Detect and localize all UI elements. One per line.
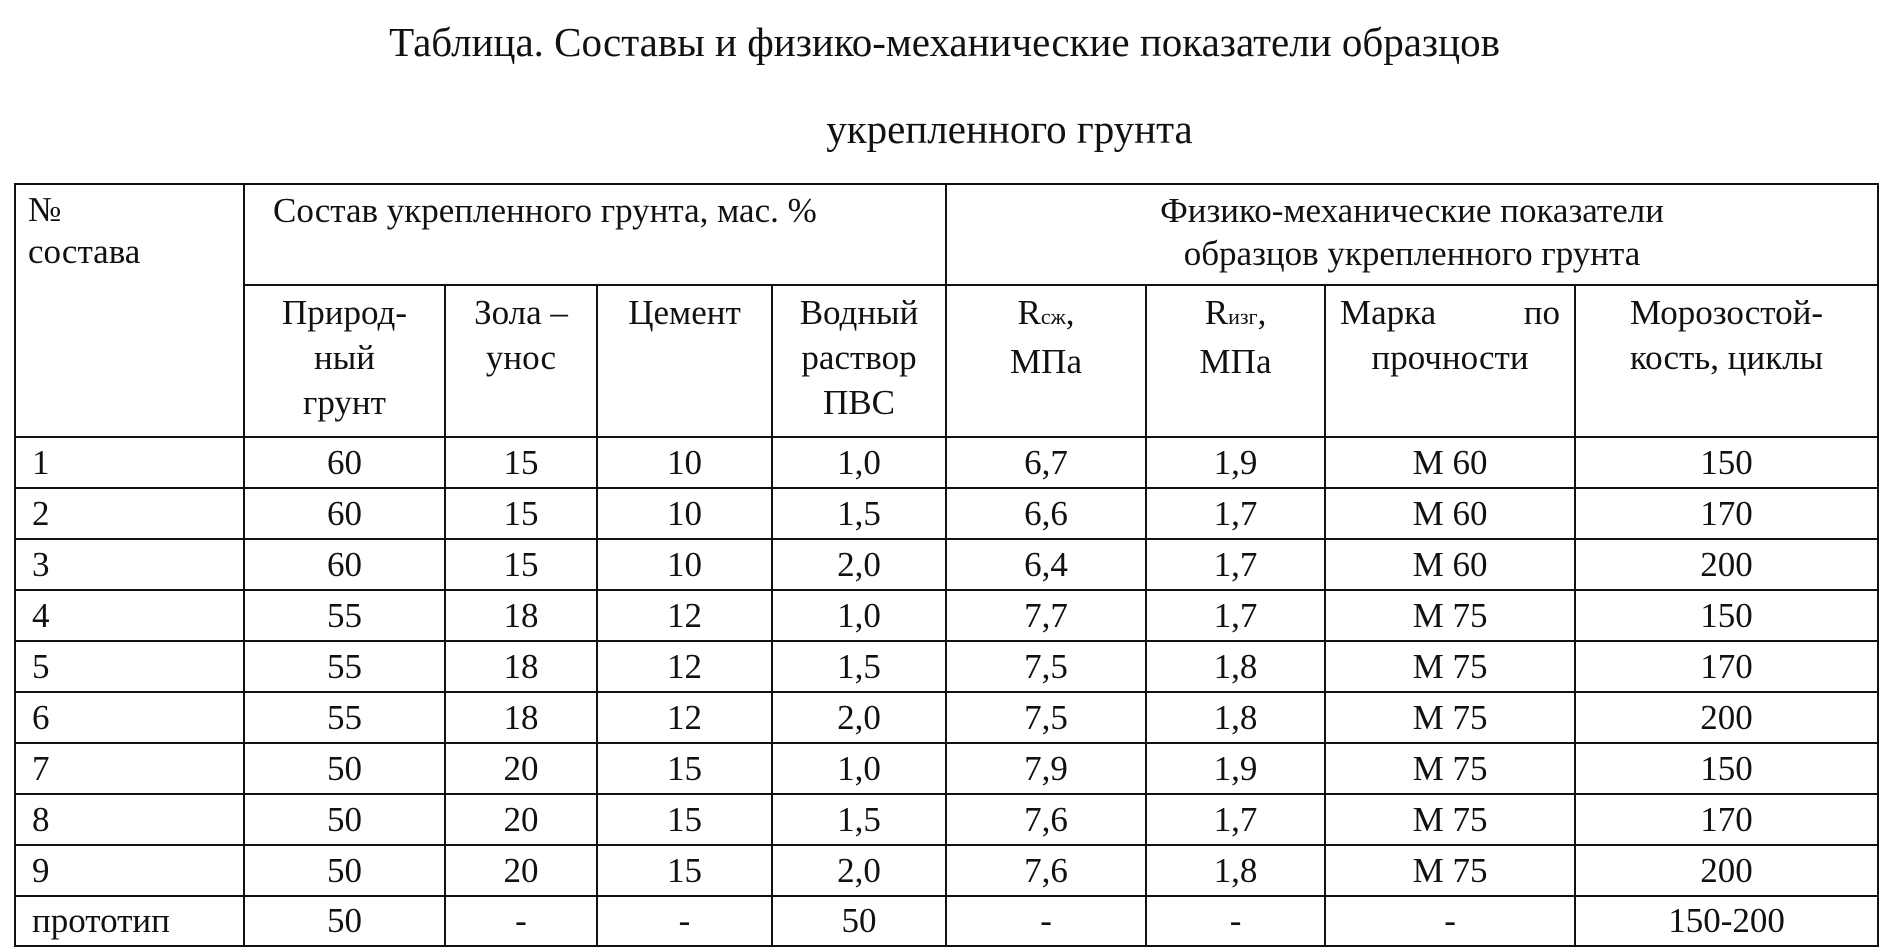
cell-frost: 200 (1575, 692, 1878, 743)
cell-rcomp: 7,6 (946, 845, 1146, 896)
header-composition-number (15, 184, 244, 437)
cell-pva: 2,0 (772, 692, 946, 743)
header-col-rcomp-letter: R (1017, 293, 1041, 332)
cell-ash: 15 (445, 488, 597, 539)
cell-ash: 18 (445, 641, 597, 692)
cell-soil: 55 (244, 641, 445, 692)
cell-rcomp: 7,5 (946, 692, 1146, 743)
cell-soil: 50 (244, 794, 445, 845)
cell-grade: М 75 (1325, 794, 1575, 845)
cell-cement: 12 (597, 641, 772, 692)
table-row (15, 437, 1878, 488)
header-col-cement-label: Цемент (628, 293, 741, 332)
cell-soil: 50 (244, 896, 445, 946)
cell-frost: 150 (1575, 590, 1878, 641)
cell-grade: М 75 (1325, 641, 1575, 692)
header-col-grade-line-1 (1326, 290, 1574, 335)
table-title-line-2: укрепленного грунта (826, 106, 1193, 152)
cell-pva: 1,5 (772, 488, 946, 539)
cell-num: 6 (15, 692, 244, 743)
cell-num: 4 (15, 590, 244, 641)
header-col-rbend-comma: , (1257, 293, 1267, 332)
cell-soil: 60 (244, 488, 445, 539)
header-col-soil-line-1: Природ- (282, 293, 407, 332)
header-col-grade-word-2: по (1523, 293, 1561, 332)
header-col-rbend-letter: R (1204, 293, 1229, 332)
cell-ash: 15 (445, 539, 597, 590)
header-group-properties-line-2: образцов укрепленного грунта (1183, 234, 1641, 273)
cell-rbend: 1,7 (1146, 539, 1325, 590)
cell-rcomp: 6,6 (946, 488, 1146, 539)
cell-grade: М 60 (1325, 437, 1575, 488)
table-row (15, 692, 1878, 743)
cell-frost: 150 (1575, 437, 1878, 488)
cell-frost: 150-200 (1575, 896, 1878, 946)
header-col-rcomp-comma: , (1065, 293, 1075, 332)
cell-num: 7 (15, 743, 244, 794)
header-col-frost-resistance (1575, 285, 1878, 437)
cell-rbend: 1,9 (1146, 743, 1325, 794)
header-col-natural-soil (244, 285, 445, 437)
cell-ash: 15 (445, 437, 597, 488)
cell-rbend: 1,8 (1146, 692, 1325, 743)
table-row (15, 539, 1878, 590)
header-col-pva-line-3: ПВС (823, 383, 895, 422)
header-col-grade-word-1: Марка (1340, 293, 1437, 332)
header-col-compressive-strength (946, 285, 1146, 437)
composition-table (14, 183, 1879, 947)
header-col-soil-line-3: грунт (303, 383, 386, 422)
cell-ash: 18 (445, 692, 597, 743)
cell-pva: 50 (772, 896, 946, 946)
cell-soil: 55 (244, 692, 445, 743)
cell-rbend: 1,8 (1146, 641, 1325, 692)
cell-rcomp: 7,9 (946, 743, 1146, 794)
cell-pva: 2,0 (772, 845, 946, 896)
cell-grade: М 60 (1325, 488, 1575, 539)
table-row (15, 845, 1878, 896)
header-group-properties-line-1: Физико-механические показатели (1160, 191, 1664, 230)
header-col-pva-line-2: раствор (801, 338, 917, 377)
table-title-line-1: Таблица. Составы и физико-механические показатели образцов (389, 19, 1500, 65)
header-col-rbend-symbol (1147, 290, 1324, 339)
cell-frost: 200 (1575, 845, 1878, 896)
header-col-bending-strength (1146, 285, 1325, 437)
cell-soil: 50 (244, 743, 445, 794)
cell-soil: 60 (244, 437, 445, 488)
cell-cement: 15 (597, 845, 772, 896)
cell-cement: 15 (597, 794, 772, 845)
cell-num: прототип (15, 896, 244, 946)
header-col-pva-solution (772, 285, 946, 437)
cell-ash: 20 (445, 743, 597, 794)
cell-pva: 1,5 (772, 794, 946, 845)
cell-rcomp: 6,4 (946, 539, 1146, 590)
cell-num: 9 (15, 845, 244, 896)
cell-soil: 60 (244, 539, 445, 590)
header-num-word: состава (28, 232, 141, 271)
header-col-grade-line-2: прочности (1371, 338, 1529, 377)
header-col-rbend-subscript: изг (1228, 304, 1258, 329)
cell-grade: - (1325, 896, 1575, 946)
cell-soil: 55 (244, 590, 445, 641)
header-col-rcomp-subscript: сж (1040, 304, 1066, 329)
cell-rcomp: 7,5 (946, 641, 1146, 692)
cell-frost: 200 (1575, 539, 1878, 590)
table-row-prototype (15, 896, 1878, 946)
cell-rbend: 1,7 (1146, 794, 1325, 845)
cell-cement: 12 (597, 692, 772, 743)
cell-cement: 12 (597, 590, 772, 641)
cell-grade: М 75 (1325, 845, 1575, 896)
cell-num: 5 (15, 641, 244, 692)
header-col-cement (597, 285, 772, 437)
table-row (15, 794, 1878, 845)
header-group-properties (946, 184, 1878, 285)
table-row (15, 590, 1878, 641)
cell-rbend: 1,7 (1146, 488, 1325, 539)
cell-rbend: - (1146, 896, 1325, 946)
cell-num: 3 (15, 539, 244, 590)
cell-ash: 20 (445, 794, 597, 845)
header-col-strength-grade (1325, 285, 1575, 437)
cell-rcomp: 6,7 (946, 437, 1146, 488)
cell-soil: 50 (244, 845, 445, 896)
header-col-pva-line-1: Водный (799, 293, 919, 332)
header-group-composition (244, 184, 946, 285)
header-col-fly-ash (445, 285, 597, 437)
cell-rcomp: 7,7 (946, 590, 1146, 641)
cell-rbend: 1,7 (1146, 590, 1325, 641)
cell-ash: 18 (445, 590, 597, 641)
cell-grade: М 75 (1325, 590, 1575, 641)
cell-grade: М 60 (1325, 539, 1575, 590)
header-col-soil-line-2: ный (314, 338, 375, 377)
cell-cement: 15 (597, 743, 772, 794)
header-group-composition-label: Состав укрепленного грунта, мас. % (273, 191, 817, 230)
cell-ash: 20 (445, 845, 597, 896)
cell-num: 8 (15, 794, 244, 845)
header-col-ash-line-1: Зола – (474, 293, 568, 332)
cell-pva: 1,0 (772, 743, 946, 794)
header-col-rbend-unit: МПа (1199, 342, 1272, 381)
cell-num: 1 (15, 437, 244, 488)
header-num-symbol: № (28, 190, 62, 229)
header-row-columns (15, 285, 1878, 437)
cell-ash: - (445, 896, 597, 946)
cell-pva: 1,0 (772, 437, 946, 488)
table-row (15, 488, 1878, 539)
cell-frost: 150 (1575, 743, 1878, 794)
cell-rcomp: - (946, 896, 1146, 946)
header-col-frost-line-2: кость, циклы (1629, 338, 1824, 377)
cell-rbend: 1,8 (1146, 845, 1325, 896)
cell-rcomp: 7,6 (946, 794, 1146, 845)
header-col-ash-line-2: унос (485, 338, 557, 377)
header-col-frost-line-1: Морозостой- (1630, 293, 1824, 332)
cell-pva: 2,0 (772, 539, 946, 590)
cell-cement: - (597, 896, 772, 946)
cell-num: 2 (15, 488, 244, 539)
cell-pva: 1,0 (772, 590, 946, 641)
cell-grade: М 75 (1325, 743, 1575, 794)
cell-frost: 170 (1575, 641, 1878, 692)
header-col-rcomp-symbol (947, 290, 1145, 339)
cell-pva: 1,5 (772, 641, 946, 692)
cell-cement: 10 (597, 539, 772, 590)
cell-frost: 170 (1575, 488, 1878, 539)
table-row (15, 641, 1878, 692)
table-row (15, 743, 1878, 794)
cell-grade: М 75 (1325, 692, 1575, 743)
cell-cement: 10 (597, 488, 772, 539)
header-row-groups (15, 184, 1878, 285)
cell-rbend: 1,9 (1146, 437, 1325, 488)
cell-cement: 10 (597, 437, 772, 488)
cell-frost: 170 (1575, 794, 1878, 845)
header-col-rcomp-unit: МПа (1010, 342, 1082, 381)
